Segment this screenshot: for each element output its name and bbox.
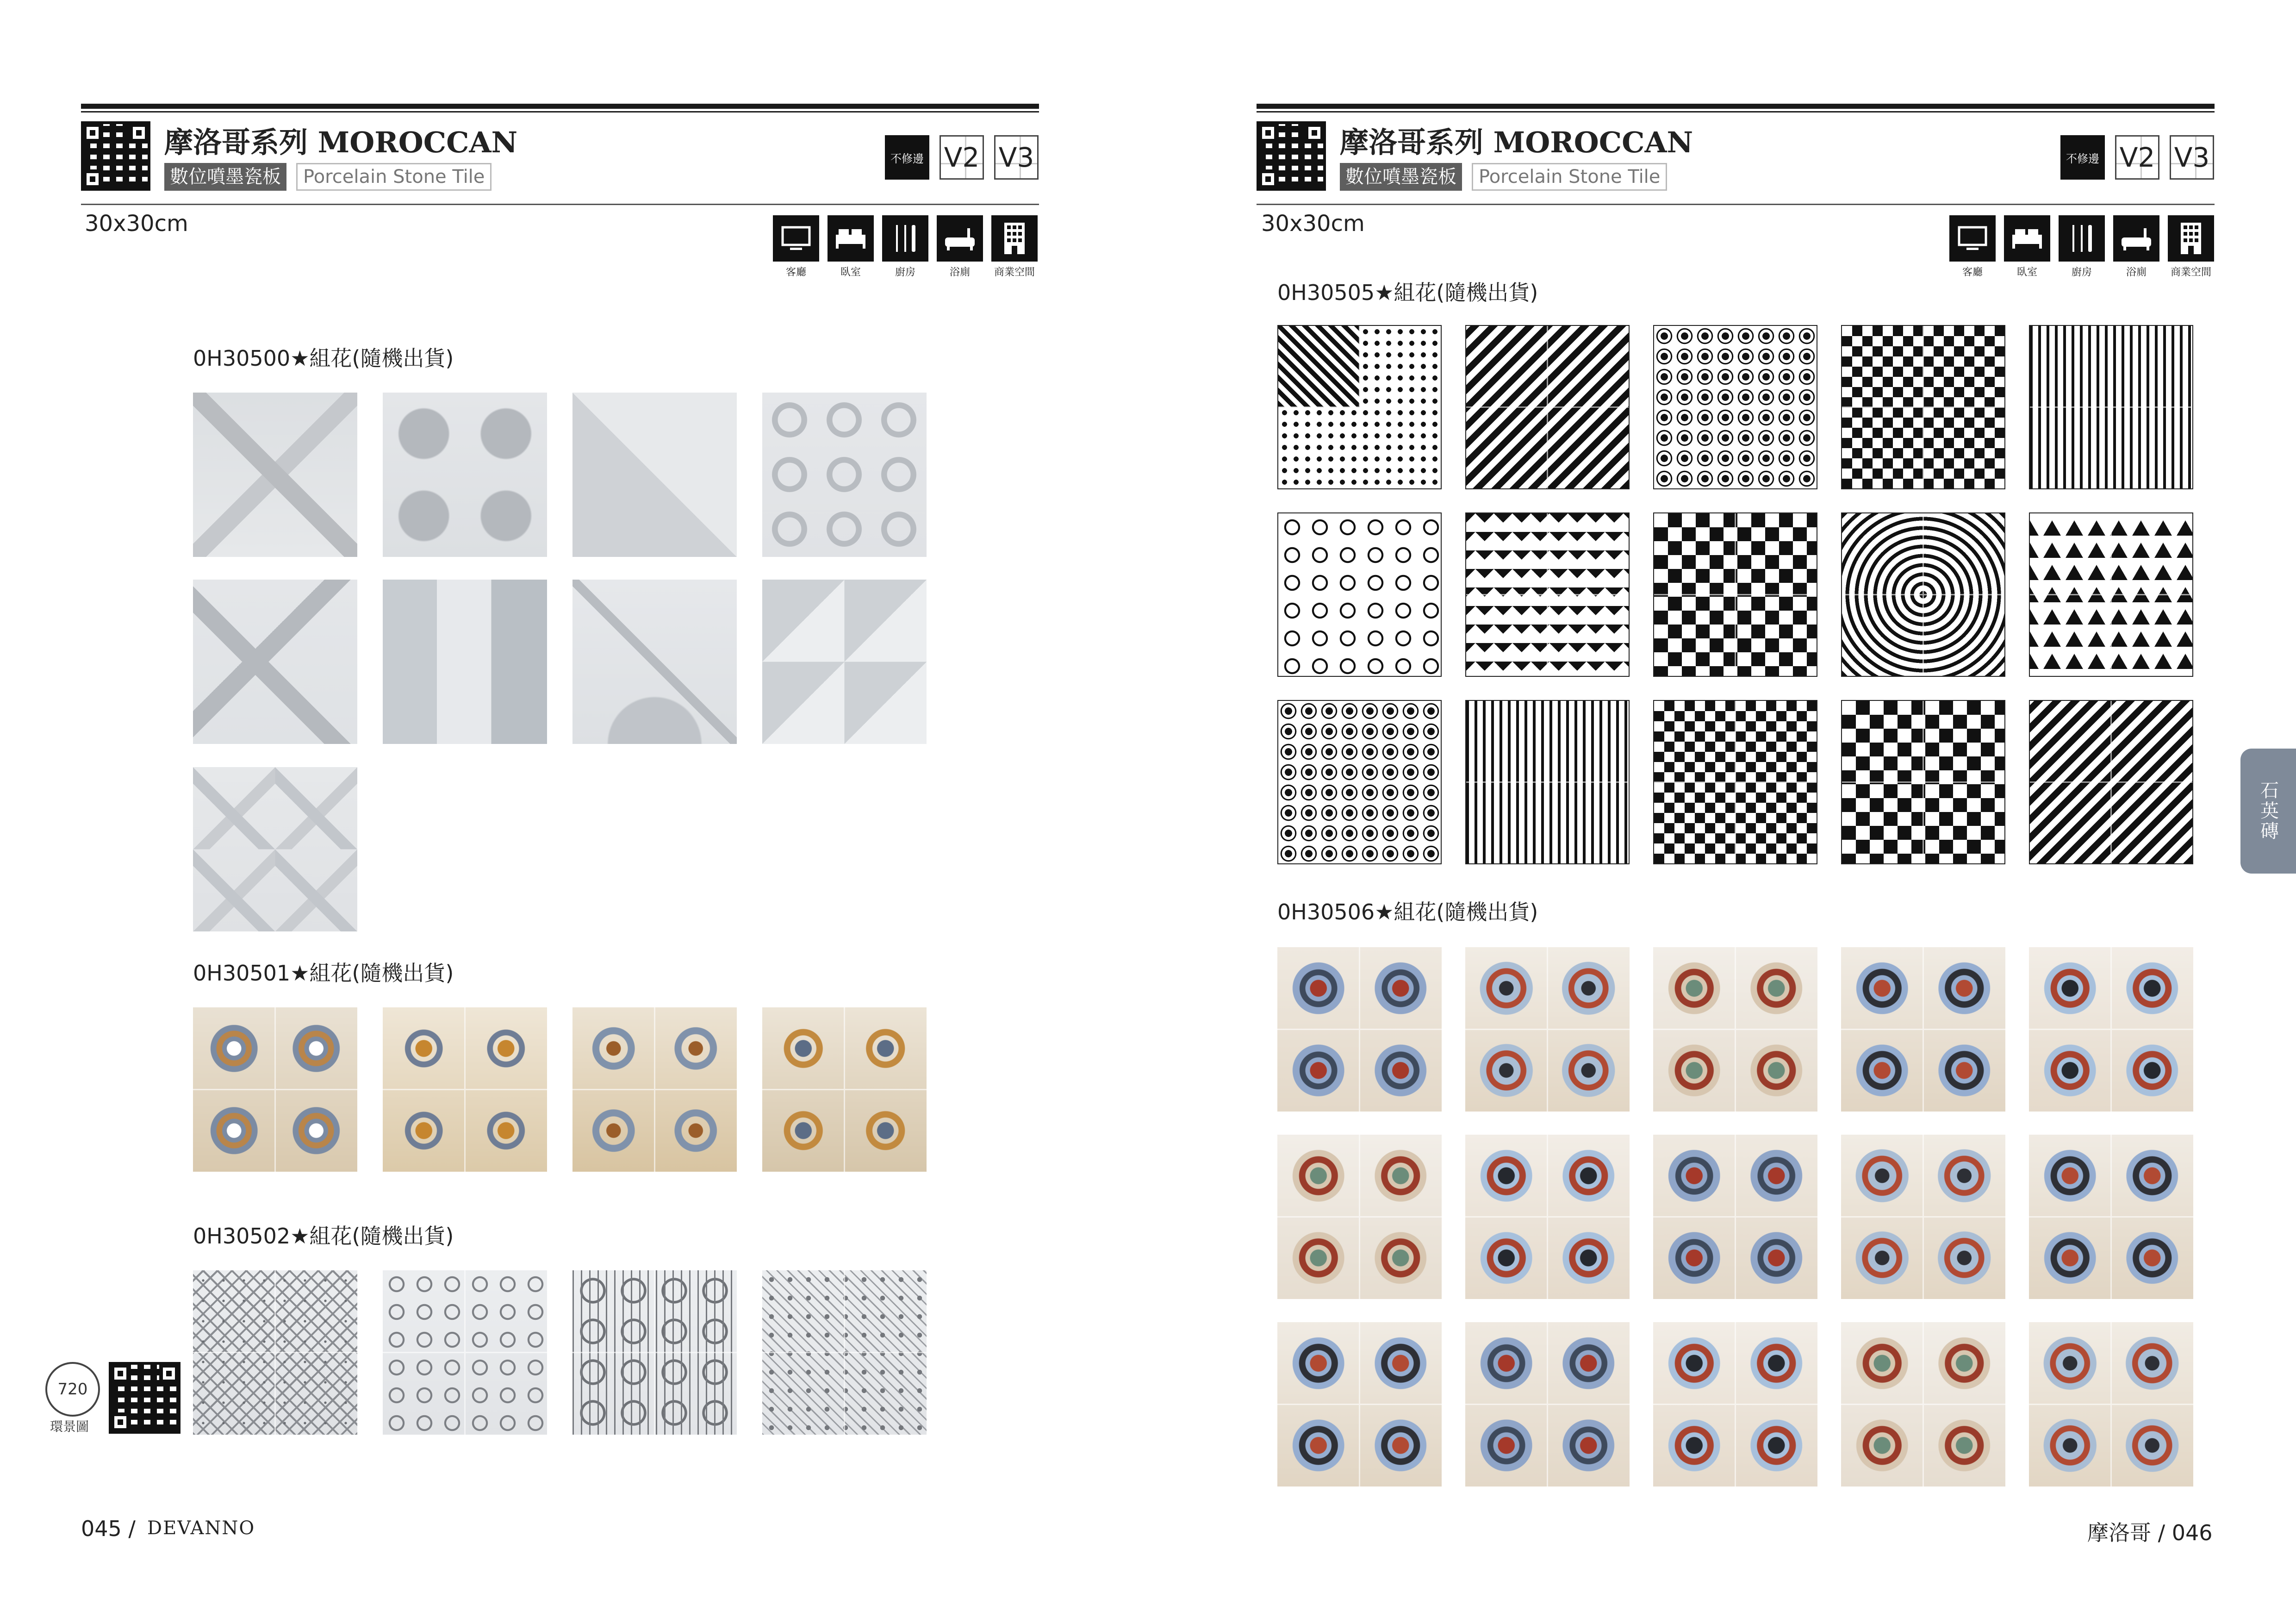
- header-thin-rule: [81, 111, 1039, 112]
- subtitle-chinese: 數位噴墨瓷板: [164, 163, 286, 191]
- bed-icon: [828, 215, 874, 262]
- subtitle-chinese: 數位噴墨瓷板: [1340, 163, 1462, 191]
- tile-image[interactable]: [1653, 947, 1817, 1112]
- tile-image[interactable]: [1653, 512, 1817, 677]
- header-top-rule: [81, 104, 1039, 109]
- v3-badge: V3: [2170, 135, 2214, 180]
- tile-image[interactable]: [1653, 1322, 1817, 1487]
- bathtub-icon: [2113, 215, 2159, 262]
- tile-image[interactable]: [1653, 1135, 1817, 1299]
- subtitle-english: Porcelain Stone Tile: [296, 163, 492, 191]
- product-code: 0H30506★組花(隨機出貨): [1277, 899, 1538, 924]
- tile-image[interactable]: [1277, 1322, 1442, 1487]
- tile-image[interactable]: [1277, 1135, 1442, 1299]
- subtitle-english: Porcelain Stone Tile: [1472, 163, 1667, 191]
- product-code: 0H30505★組花(隨機出貨): [1277, 280, 1538, 305]
- tv-icon: [773, 215, 819, 262]
- room-commercial: 商業空間: [991, 215, 1038, 279]
- tile-image[interactable]: [383, 1007, 547, 1172]
- v2-badge: V2: [2115, 135, 2159, 180]
- tile-image[interactable]: [1841, 700, 2005, 864]
- product-code: 0H30500★組花(隨機出貨): [193, 346, 454, 371]
- room-kitchen: 廚房: [882, 215, 928, 279]
- utensils-icon: [882, 215, 928, 262]
- tile-image[interactable]: [193, 767, 357, 931]
- page-number: 045 /: [81, 1516, 136, 1541]
- tv-icon: [1949, 215, 1996, 262]
- tile-image[interactable]: [1841, 1322, 2005, 1487]
- header-thin-rule: [1257, 111, 2215, 112]
- tile-image[interactable]: [2029, 700, 2193, 864]
- tile-size: 30x30cm: [85, 211, 188, 237]
- room-icons: [773, 215, 1038, 279]
- building-icon: [2168, 215, 2214, 262]
- tile-image[interactable]: [1841, 325, 2005, 489]
- tile-image[interactable]: [383, 580, 547, 744]
- tile-image[interactable]: [193, 1270, 357, 1435]
- vr-360-icon[interactable]: 720: [45, 1362, 100, 1417]
- tile-image[interactable]: [383, 393, 547, 557]
- header-top-rule: [1257, 104, 2215, 109]
- product-code: 0H30502★組花(隨機出貨): [193, 1224, 454, 1249]
- room-living: 客廳: [1949, 215, 1996, 279]
- v2-badge: V2: [940, 135, 984, 180]
- tile-image[interactable]: [193, 1007, 357, 1172]
- tile-image[interactable]: [1465, 947, 1630, 1112]
- tile-image[interactable]: [2029, 1322, 2193, 1487]
- tile-image[interactable]: [1277, 700, 1442, 864]
- v3-badge: V3: [994, 135, 1039, 180]
- room-bedroom: 臥室: [2004, 215, 2050, 279]
- tile-image[interactable]: [1841, 1135, 2005, 1299]
- tile-image[interactable]: [1277, 947, 1442, 1112]
- no-edge-badge: 不修邊: [885, 135, 929, 180]
- tile-image[interactable]: [193, 393, 357, 557]
- tile-image[interactable]: [1841, 512, 2005, 677]
- series-title: 摩洛哥系列 MOROCCAN: [164, 125, 518, 159]
- header-bottom-rule: [1257, 204, 2215, 205]
- tile-image[interactable]: [1653, 325, 1817, 489]
- tile-image[interactable]: [762, 1270, 927, 1435]
- tile-image[interactable]: [1277, 325, 1442, 489]
- tile-image[interactable]: [762, 580, 927, 744]
- tile-image[interactable]: [1465, 1135, 1630, 1299]
- qr-code-icon[interactable]: [81, 121, 150, 191]
- vr-qr-code-icon[interactable]: [109, 1362, 180, 1434]
- tile-image[interactable]: [1277, 512, 1442, 677]
- utensils-icon: [2059, 215, 2105, 262]
- tile-image[interactable]: [2029, 1135, 2193, 1299]
- tile-size: 30x30cm: [1261, 211, 1365, 237]
- tile-image[interactable]: [1465, 325, 1630, 489]
- tile-image[interactable]: [2029, 325, 2193, 489]
- tile-image[interactable]: [1653, 700, 1817, 864]
- category-side-tab[interactable]: 石英磚: [2240, 749, 2296, 874]
- room-commercial: 商業空間: [2168, 215, 2214, 279]
- vr-label: 環景圖: [50, 1419, 89, 1434]
- tile-image[interactable]: [572, 393, 737, 557]
- bathtub-icon: [937, 215, 983, 262]
- room-icons: [1949, 215, 2214, 279]
- tile-image[interactable]: [572, 1007, 737, 1172]
- tile-image[interactable]: [2029, 512, 2193, 677]
- brand-logo: DEVANNO: [147, 1518, 255, 1539]
- tile-image[interactable]: [1465, 512, 1630, 677]
- room-bathroom: 浴廁: [2113, 215, 2159, 279]
- tile-image[interactable]: [762, 393, 927, 557]
- qr-code-icon[interactable]: [1257, 121, 1326, 191]
- series-title: 摩洛哥系列 MOROCCAN: [1340, 125, 1693, 159]
- room-living: 客廳: [773, 215, 819, 279]
- tile-image[interactable]: [1465, 1322, 1630, 1487]
- tile-image[interactable]: [193, 580, 357, 744]
- tile-image[interactable]: [1465, 700, 1630, 864]
- header-bottom-rule: [81, 204, 1039, 205]
- building-icon: [991, 215, 1038, 262]
- bed-icon: [2004, 215, 2050, 262]
- tile-image[interactable]: [572, 580, 737, 744]
- room-bedroom: 臥室: [828, 215, 874, 279]
- product-code: 0H30501★組花(隨機出貨): [193, 961, 454, 986]
- room-bathroom: 浴廁: [937, 215, 983, 279]
- tile-image[interactable]: [2029, 947, 2193, 1112]
- tile-image[interactable]: [1841, 947, 2005, 1112]
- page-number: 摩洛哥 / 046: [2087, 1520, 2213, 1545]
- tile-image[interactable]: [383, 1270, 547, 1435]
- tile-image[interactable]: [762, 1007, 927, 1172]
- room-kitchen: 廚房: [2059, 215, 2105, 279]
- no-edge-badge: 不修邊: [2060, 135, 2105, 180]
- tile-image[interactable]: [572, 1270, 737, 1435]
